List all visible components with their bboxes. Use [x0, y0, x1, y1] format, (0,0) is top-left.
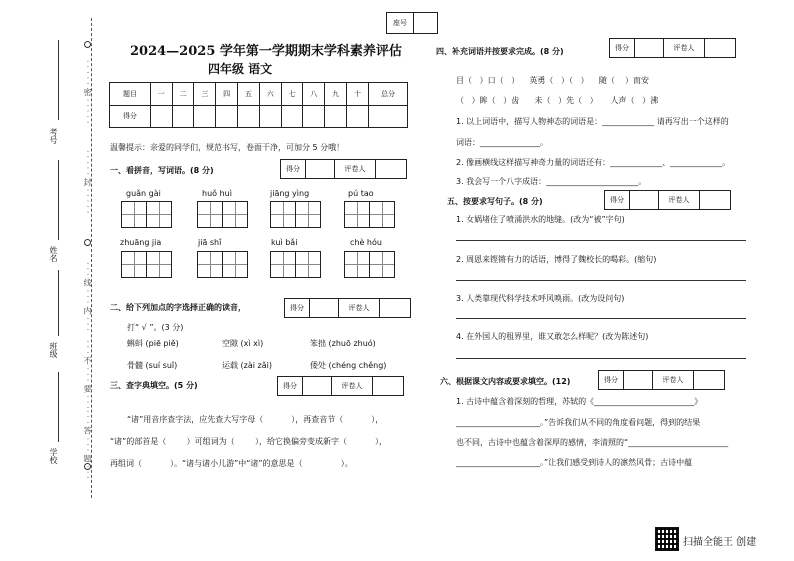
exam-number-label: 考号	[49, 128, 58, 144]
score-cell[interactable]	[259, 105, 281, 128]
table-cell: 三	[194, 83, 216, 106]
name-line	[58, 160, 59, 240]
section-6-line-1: 1. 古诗中蕴含着深刻的哲理，苏轼的《_________________________》	[456, 397, 703, 406]
scanner-watermark: 扫描全能王 创建	[683, 537, 757, 548]
writing-grid[interactable]	[197, 201, 248, 228]
score-table-score-row	[110, 105, 408, 128]
writing-grid[interactable]	[270, 201, 321, 228]
section-4-q1: 1. 以上词语中，描写人物神态的词语是：_____________ 请再写出一个这样的	[456, 117, 729, 126]
score-cell[interactable]	[150, 105, 172, 128]
table-cell: 七	[281, 83, 303, 106]
grader-field[interactable]	[373, 377, 403, 395]
grader-box	[598, 370, 725, 390]
grader-field[interactable]	[700, 191, 730, 209]
seat-number-box	[386, 12, 438, 34]
section-6-line-4: _____________________。”让我们感受到诗人的凛然风骨；古诗中蕴	[456, 458, 693, 467]
section-2-instruction: 打“ √ ”。(3 分)	[127, 323, 184, 332]
class-label: 班级	[49, 342, 58, 358]
reading-choice[interactable]: 倭处 (chéng chěng)	[310, 361, 387, 370]
school-line	[58, 372, 59, 442]
grader-field[interactable]	[376, 160, 406, 178]
binding-hole	[84, 239, 91, 246]
section-5-q3: 3. 人类靠现代科学技术呼风唤雨。(改为设问句)	[456, 294, 625, 303]
score-label: 得分	[599, 371, 624, 389]
grader-box	[604, 190, 731, 210]
writing-grid[interactable]	[270, 251, 321, 278]
writing-grid[interactable]	[121, 201, 172, 228]
warm-tip: 温馨提示：亲爱的同学们，规范书写，卷面干净，可加分 5 分哦！	[110, 143, 345, 152]
grader-label: 评卷人	[339, 299, 380, 317]
score-cell[interactable]	[238, 105, 260, 128]
section-3-line-1: “诸”用音序查字法，应先查大写字母（ ），再查音节（ ），	[127, 415, 384, 424]
score-cell[interactable]	[281, 105, 303, 128]
reading-choice[interactable]: 蝌蚪 (piē piě)	[127, 339, 179, 348]
binding-mark: ·····封·····	[83, 150, 92, 217]
seat-number-field[interactable]	[414, 13, 437, 33]
grader-box	[280, 159, 407, 179]
section-6-line-3: 也不同，古诗中也蕴含着深厚的感情，李清照的“_________________________	[456, 438, 729, 447]
section-6-line-2: _____________________。”告诉我们从不同的角度看问题，得到的结果	[456, 418, 701, 427]
section-6-title: 六、根据课文内容或要求填空。(12)	[440, 377, 571, 386]
grader-field[interactable]	[380, 299, 410, 317]
grader-label: 评卷人	[332, 377, 373, 395]
binding-mark: ···不···要···	[83, 340, 92, 412]
table-cell: 总分	[369, 83, 408, 106]
idiom-fill-row-2[interactable]: （ ）眸（ ）齿 未（ ）先（ ） 人声（ ）沸	[456, 96, 659, 105]
pinyin-label: huǒ huì	[202, 189, 232, 198]
pinyin-label: jiā shǐ	[198, 238, 222, 247]
section-4-title: 四、补充词语并按要求完成。(8 分)	[436, 47, 564, 56]
writing-grid[interactable]	[344, 251, 395, 278]
grader-box	[277, 376, 404, 396]
score-cell[interactable]	[347, 105, 369, 128]
answer-line[interactable]	[456, 240, 746, 241]
name-label: 姓名	[49, 246, 58, 262]
section-5-title: 五、按要求写句子。(8 分)	[447, 197, 543, 206]
answer-line[interactable]	[456, 318, 746, 319]
table-cell: 四	[216, 83, 238, 106]
score-label: 得分	[285, 299, 310, 317]
table-cell: 十	[347, 83, 369, 106]
answer-line[interactable]	[456, 358, 746, 359]
pinyin-label: jiāng yìng	[270, 189, 310, 198]
binding-mark: ···线···内···	[83, 262, 92, 334]
class-line	[58, 270, 59, 336]
score-field[interactable]	[303, 377, 332, 395]
table-cell: 五	[238, 83, 260, 106]
score-table-header-row	[110, 83, 408, 106]
grader-label: 评卷人	[653, 371, 694, 389]
table-cell: 八	[303, 83, 325, 106]
exam-title: 2024—2025 学年第一学期期末学科素养评估	[130, 44, 402, 59]
pinyin-label: kuì bǎi	[271, 238, 298, 247]
pinyin-label: pú tao	[348, 189, 374, 198]
section-3-line-2: “诸”的部首是（ ）可组词为（ ），给它换偏旁变成新字（ ），	[110, 437, 387, 446]
writing-grid[interactable]	[197, 251, 248, 278]
score-table	[109, 82, 408, 128]
reading-choice[interactable]: 空隙 (xì xì)	[222, 339, 264, 348]
grader-field[interactable]	[694, 371, 724, 389]
grader-box	[284, 298, 411, 318]
table-cell: 得分	[110, 105, 151, 128]
table-cell: 九	[325, 83, 347, 106]
reading-choice[interactable]: 笨拙 (zhuō zhuó)	[310, 339, 376, 348]
grader-field[interactable]	[705, 39, 735, 57]
grader-box	[609, 38, 736, 58]
binding-hole	[84, 41, 91, 48]
section-1-title: 一、看拼音，写词语。(8 分)	[110, 166, 214, 175]
grader-label: 评卷人	[659, 191, 700, 209]
score-cell[interactable]	[369, 105, 408, 128]
reading-choice[interactable]: 骨髓 (suí suǐ)	[127, 361, 178, 370]
section-5-q2: 2. 周恩来铿锵有力的话语，博得了魏校长的喝彩。(缩句)	[456, 255, 657, 264]
score-label: 得分	[605, 191, 630, 209]
school-label: 学校	[49, 448, 58, 464]
table-cell: 六	[259, 83, 281, 106]
score-cell[interactable]	[194, 105, 216, 128]
seat-label: 座号	[387, 13, 414, 33]
section-5-q1: 1. 女娲堵住了喷涌洪水的地缝。(改为“被”字句)	[456, 215, 625, 224]
writing-grid[interactable]	[344, 201, 395, 228]
table-cell: 二	[172, 83, 194, 106]
binding-mark: ···答···题···	[83, 410, 92, 482]
score-field[interactable]	[635, 39, 664, 57]
qr-code-icon	[655, 527, 679, 551]
grader-label: 评卷人	[664, 39, 705, 57]
score-field[interactable]	[624, 371, 653, 389]
score-field[interactable]	[306, 160, 335, 178]
table-cell: 一	[150, 83, 172, 106]
score-cell[interactable]	[303, 105, 325, 128]
score-field[interactable]	[310, 299, 339, 317]
section-3-line-3: 再组词（ ）。“诸与诸小儿游”中“诸”的意思是（ ）。	[110, 459, 353, 468]
section-3-title: 三、查字典填空。(5 分)	[110, 381, 198, 390]
exam-number-line	[58, 40, 59, 120]
reading-choice[interactable]: 运载 (zài zǎi)	[222, 361, 272, 370]
score-label: 得分	[278, 377, 303, 395]
grader-label: 评卷人	[335, 160, 376, 178]
section-2-title: 二、给下列加点的字选择正确的读音，	[110, 303, 246, 312]
score-cell[interactable]	[216, 105, 238, 128]
section-4-q2: 2. 像画横线这样描写神奇力量的词语还有：_____________、_____________。	[456, 158, 731, 167]
score-field[interactable]	[630, 191, 659, 209]
writing-grid[interactable]	[121, 251, 172, 278]
pinyin-label: guǎn gài	[126, 189, 161, 198]
score-label: 得分	[610, 39, 635, 57]
score-cell[interactable]	[325, 105, 347, 128]
idiom-fill-row-1[interactable]: 目（ ）口（ ） 英勇（ ）（ ） 随（ ）而安	[456, 76, 650, 85]
answer-line[interactable]	[456, 280, 746, 281]
grade-subject: 四年级 语文	[208, 62, 273, 76]
score-cell[interactable]	[172, 105, 194, 128]
table-cell: 题目	[110, 83, 151, 106]
pinyin-label: chè hóu	[350, 238, 382, 247]
pinyin-label: zhuāng jia	[120, 238, 162, 247]
section-4-q3: 3. 我会写一个八字成语：_______________________。	[456, 177, 647, 186]
section-4-q1-cont: 词语：_______________。	[456, 138, 548, 147]
score-label: 得分	[281, 160, 306, 178]
binding-mark: ·····密·····	[83, 60, 92, 127]
section-5-q4: 4. 在外国人的租界里，谁又敢怎么样呢？(改为陈述句)	[456, 332, 649, 341]
